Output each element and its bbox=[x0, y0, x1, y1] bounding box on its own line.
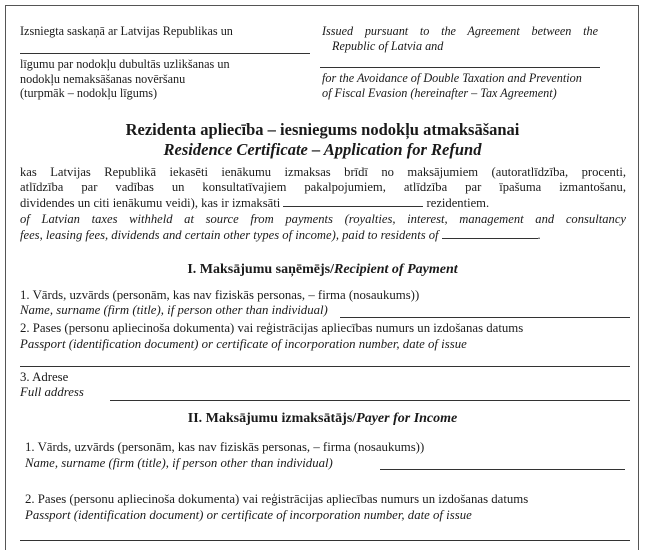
header-en-blank-line[interactable] bbox=[320, 67, 600, 68]
intro-en-line-2 bbox=[20, 227, 626, 243]
header-lv-line: Izsniegta saskaņā ar Latvijas Republikas un bbox=[20, 24, 233, 38]
paid-by-blank[interactable] bbox=[283, 195, 423, 207]
s2-field-2-input-line[interactable] bbox=[20, 540, 630, 541]
section-1-heading-lv: I. Maksājumu saņēmējs/ bbox=[187, 262, 334, 277]
residents-of-blank[interactable] bbox=[442, 227, 538, 239]
section-1-heading-en: Recipient of Payment bbox=[333, 262, 458, 277]
s1-field-2-input-line[interactable] bbox=[20, 366, 630, 367]
s2-field-1-lv: 1. Vārds, uzvārds (personām, kas nav fiziskās personas, – firma (nosaukums)) bbox=[25, 440, 425, 454]
section-1-heading bbox=[0, 262, 645, 278]
header-latvian bbox=[20, 24, 310, 39]
header-en-line: of Fiscal Evasion (hereinafter – Tax Agreement) bbox=[322, 85, 557, 100]
s2-field-2-lv: 2. Pases (personu apliecinoša dokumenta) vai reģistrācijas apliecības numurs un izdošanas datums bbox=[25, 492, 529, 506]
intro-paragraph bbox=[20, 165, 626, 243]
intro-en-text: . bbox=[537, 227, 541, 242]
header-lv-blank-line[interactable] bbox=[20, 53, 310, 54]
intro-en-text: fees, leasing fees, dividends and certain other types of income), paid to residents of bbox=[20, 227, 439, 242]
intro-lv-text: dividendes un citi ienākumu veidi), kas ir izmaksāti bbox=[20, 196, 281, 211]
header-en-line: Issued pursuant to the Agreement between the bbox=[322, 24, 598, 38]
s1-field-3-lv: 3. Adrese bbox=[20, 370, 69, 384]
s2-field-1-en: Name, surname (firm (title), if person other than individual) bbox=[25, 456, 333, 470]
section-2-heading-en: Payer for Income bbox=[356, 411, 458, 426]
header-en-line: for the Avoidance of Double Taxation and Prevention bbox=[322, 71, 582, 85]
header-en-line: Republic of Latvia and bbox=[332, 38, 444, 53]
header-lv-line: (turpmāk – nodokļu līgums) bbox=[20, 86, 158, 100]
header-english-cont bbox=[322, 71, 602, 100]
header-english bbox=[322, 24, 598, 53]
header-lv-line: līgumu par nodokļu dubultās uzlikšanas un bbox=[20, 57, 230, 71]
s1-field-2-lv: 2. Pases (personu apliecinoša dokumenta) vai reģistrācijas apliecības numurs un izdošanas datums bbox=[20, 321, 524, 335]
s1-field-2-en: Passport (identification document) or certificate of incorporation number, date of issue bbox=[20, 337, 467, 351]
s2-field-2-en: Passport (identification document) or certificate of incorporation number, date of issue bbox=[25, 508, 472, 522]
section-2-heading bbox=[0, 411, 645, 427]
intro-lv-line-3 bbox=[20, 195, 626, 211]
s2-field-1-input-line[interactable] bbox=[380, 469, 625, 470]
s1-field-3-input-line[interactable] bbox=[110, 400, 630, 401]
title-english: Residence Certificate – Application for Refund bbox=[163, 140, 482, 159]
s1-field-1-lv: 1. Vārds, uzvārds (personām, kas nav fiziskās personas, – firma (nosaukums)) bbox=[20, 288, 420, 302]
s1-field-1-input-line[interactable] bbox=[340, 317, 630, 318]
header-lv-line: nodokļu nemaksāšanas novēršanu bbox=[20, 71, 186, 86]
header-latvian-cont bbox=[20, 57, 310, 101]
intro-en-line: of Latvian taxes withheld at source from payments (royalties, interest, management and consultancy bbox=[20, 211, 626, 226]
s1-field-3-en: Full address bbox=[20, 385, 84, 399]
s1-field-1-en: Name, surname (firm (title), if person other than individual) bbox=[20, 303, 328, 317]
intro-lv-line: atlīdzība par vadības un konsultatīvajiem pakalpojumiem, atlīdzība par īpašuma izmantošanu, bbox=[20, 180, 626, 195]
section-2-heading-lv: II. Maksājumu izmaksātājs/ bbox=[187, 411, 357, 426]
intro-lv-text: rezidentiem. bbox=[426, 196, 490, 211]
title-latvian: Rezidenta apliecība – iesniegums nodokļu atmaksāšanai bbox=[125, 120, 520, 139]
intro-lv-line: kas Latvijas Republikā iekasēti ienākumu izmaksas brīdī no maksājumiem (autoratlīdzība, procenti, bbox=[20, 165, 626, 179]
